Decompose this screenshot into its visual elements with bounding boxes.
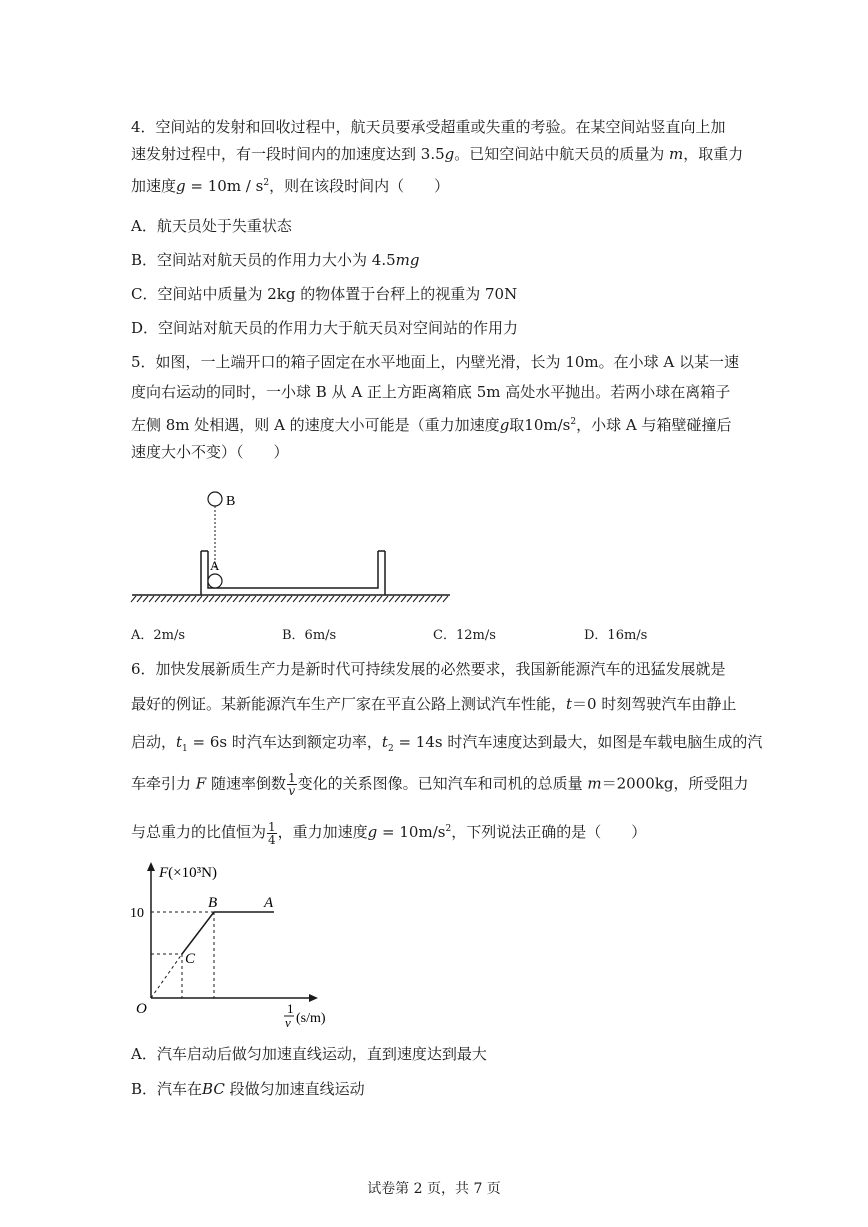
q6-force-graph [128,855,348,1035]
q6-stem-line1: 6．加快发展新质生产力是新时代可持续发展的必然要求，我国新能源汽车的迅猛发展就是 [131,660,726,678]
graph-y-axis-label: F(×10³N) [159,865,217,881]
open-box [201,551,385,595]
q4-option-b: B．空间站对航天员的作用力大小为 4.5mg [131,251,420,269]
q6-stem-line2: 最好的例证。某新能源汽车生产厂家在平直公路上测试汽车性能，t＝0 时刻驾驶汽车由静止 [131,695,737,713]
q4-stem-line3: 加速度$g = 10m / s^2$，则在该段时间内（ ） [131,177,450,195]
graph-tick-10: 10 [130,906,144,921]
q4-stem-line1: 4．空间站的发射和回收过程中，航天员要承受超重或失重的考验。在某空间站竖直向上加 [131,118,726,136]
q6-option-a: A．汽车启动后做匀加速直线运动，直到速度达到最大 [131,1045,487,1063]
graph-point-b-label: B [208,895,218,911]
ball-a-label: A [210,558,220,573]
ball-b-label: B [226,494,236,509]
q5-stem-line4: 速度大小不变）（ ） [131,443,289,461]
graph-origin-label: O [136,1001,147,1017]
q5-stem-line2: 度向右运动的同时，一小球 B 从 A 正上方距离箱底 5m 高处水平抛出。若两小球在离箱子 [131,383,731,401]
graph-x-frac-num: 1 [287,1001,294,1016]
q6-option-b: B．汽车在BC 段做匀加速直线运动 [131,1080,365,1098]
q5-stem-line3: 左侧 8m 处相遇，则 A 的速度大小可能是（重力加速度g取$10m/s^2$，小球 A 与箱壁碰撞后 [131,416,732,434]
q5-option-a: A．2m/s [131,628,186,643]
graph-x-frac-den: v [285,1015,291,1030]
q5-option-c: C．12m/s [433,628,496,643]
q6-stem-line3: 启动，$t_1 = 6s$ 时汽车达到额定功率，$t_2 = 14s$ 时汽车速度达到最大，如图是车载电脑生成的汽 [131,733,763,754]
q4-option-c: C．空间站中质量为 2kg 的物体置于台秤上的视重为 70N [131,285,518,303]
ball-b [208,492,222,506]
graph-point-c-label: C [185,951,196,967]
ball-a [208,574,222,588]
q4-option-d: D．空间站对航天员的作用力大于航天员对空间站的作用力 [131,319,519,337]
q6-stem-line5: 与总重力的比值恒为 $\frac{1}{4}$ ，重力加速度$g = 10m/s^2$，下列说法正确的是（ ） [131,819,647,847]
graph-x-unit: (s/m) [296,1011,326,1026]
q6-one-quarter-fraction: $\frac{1}{4}$ [268,819,276,847]
graph-point-a-label: A [264,895,274,911]
q5-stem-line1: 5．如图，一上端开口的箱子固定在水平地面上，内壁光滑，长为 10m。在小球 A 以某一速 [131,353,739,371]
graph-segment-cb [182,912,214,954]
page-footer: 试卷第 2 页，共 7 页 [367,1181,501,1197]
q6-reciprocal-v-fraction: $\frac{1}{v}$ [287,771,296,798]
q4-option-a: A．航天员处于失重状态 [131,217,292,235]
graph-x-arrow [309,994,318,1002]
q5-option-b: B．6m/s [282,628,337,643]
graph-dash-origin-to-c [151,954,182,998]
ground-hatch [131,596,448,602]
q6-stem-line4: 车牵引力 F 随速率倒数 $\frac{1}{v}$ 变化的关系图像。已知汽车和司机的总质量 m＝2000kg，所受阻力 [131,771,749,798]
q5-box-figure [128,485,458,610]
q4-stem-line2: 速发射过程中，有一段时间内的加速度达到 3.5g。已知空间站中航天员的质量为 m，取重力 [131,145,744,163]
graph-y-arrow [147,862,155,871]
q5-option-d: D．16m/s [584,628,648,643]
